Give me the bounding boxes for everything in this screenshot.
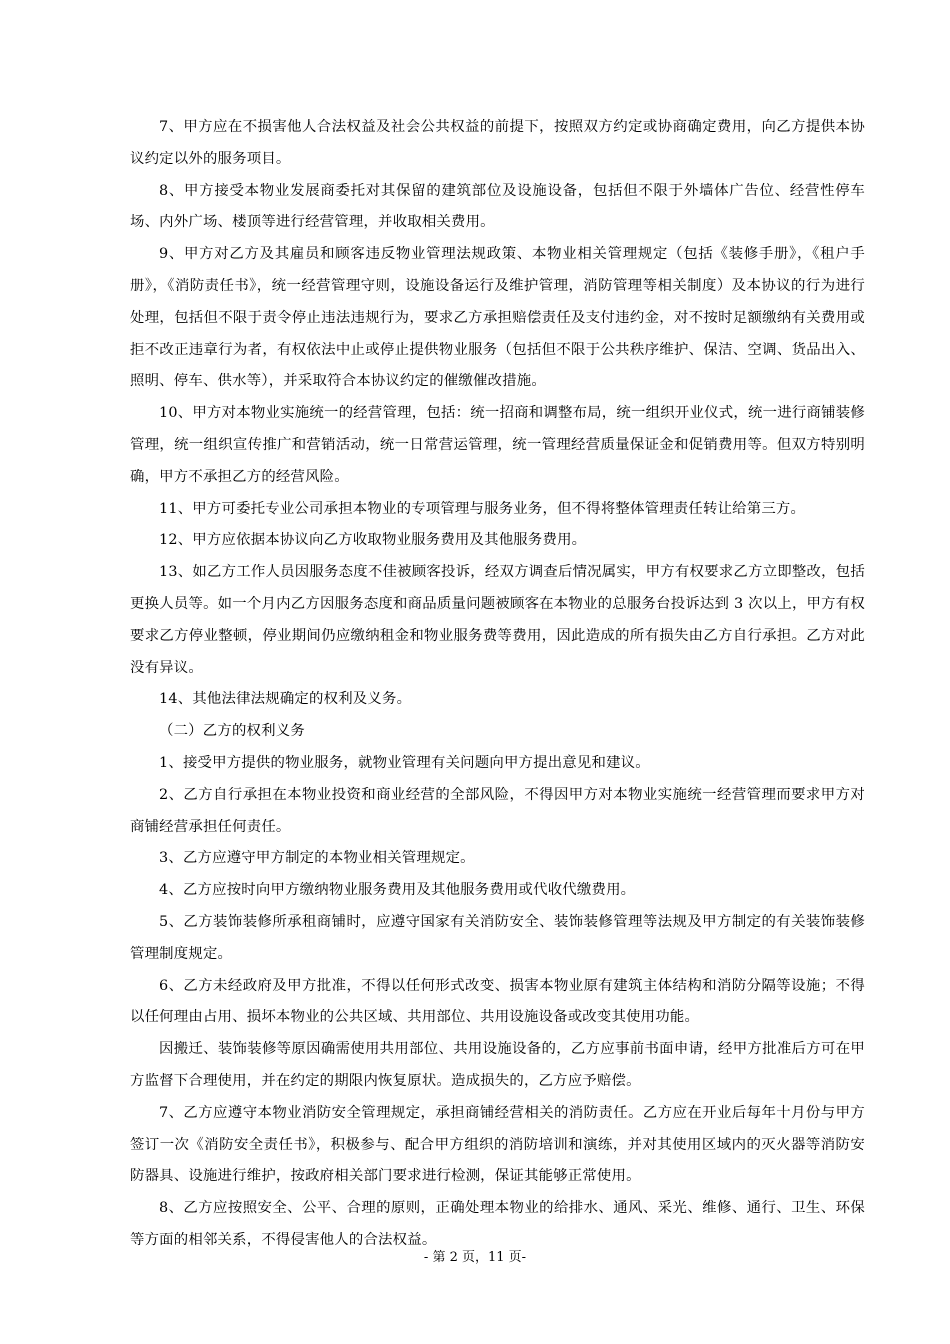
paragraph-b-comply-rules: 3、乙方应遵守甲方制定的本物业相关管理规定。	[159, 850, 475, 867]
paragraph-complaints: 13、如乙方工作人员因服务态度不佳被顾客投诉，经双方调查后情况属实，甲方有权要求乙方立即整改，包括更换人员等。如一个月内乙方因服务态度和商品质量问题被顾客在本物业的总服务台投诉达到 3 次以上，甲方有权要求乙方停业整顿，停业期间仍应缴纳租金和物业服务费等费用，因此造成的所有损失由乙方自行承担。乙方对此没有异议。	[130, 564, 865, 676]
page-number: - 第 2 页，11 页-	[423, 1250, 527, 1265]
page-footer	[0, 1248, 950, 1268]
paragraph-other-rights: 14、其他法律法规确定的权利及义务。	[159, 691, 412, 708]
paragraph-outsourcing: 11、甲方可委托专业公司承担本物业的专项管理与服务业务，但不得将整体管理责任转让给第三方。	[159, 500, 806, 517]
paragraph-developer-entrusted-areas: 8、甲方接受本物业发展商委托对其保留的建筑部位及设施设备，包括但不限于外墙体广告位、经营性停车场、内外广场、楼顶等进行经营管理，并收取相关费用。	[130, 182, 865, 231]
paragraph-b-relocation: 因搬迁、装饰装修等原因确需使用共用部位、共用设施设备的，乙方应事前书面申请，经甲方批准后方可在甲方监督下合理使用，并在约定的期限内恢复原状。造成损失的，乙方应予赔偿。	[130, 1041, 865, 1089]
paragraph-b-structure: 6、乙方未经政府及甲方批准，不得以任何形式改变、损害本物业原有建筑主体结构和消防分隔等设施；不得以任何理由占用、损坏本物业的公共区域、共用部位、共用设施设备或改变其使用功能。	[130, 977, 865, 1026]
paragraph-b-pay-fees: 4、乙方应按时向甲方缴纳物业服务费用及其他服务费用或代收代缴费用。	[159, 882, 636, 899]
paragraph-unified-management: 10、甲方对本物业实施统一的经营管理，包括：统一招商和调整布局，统一组织开业仪式，统一进行商铺装修管理，统一组织宣传推广和营销活动，统一日常营运管理，统一管理经营质量保证金和促销费用等。但双方特别明确，甲方不承担乙方的经营风险。	[130, 405, 865, 485]
paragraph-b-suggestions: 1、接受甲方提供的物业服务，就物业管理有关问题向甲方提出意见和建议。	[159, 754, 650, 771]
paragraph-b-fire-safety: 7、乙方应遵守本物业消防安全管理规定，承担商铺经营相关的消防责任。乙方应在开业后每年十月份与甲方签订一次《消防安全责任书》，积极参与、配合甲方组织的消防培训和演练，并对其使用区域内的灭火器等消防安防器具、设施进行维护，按政府相关部门要求进行检测，保证其能够正常使用。	[130, 1104, 865, 1185]
document-body	[130, 112, 865, 1257]
paragraph-b-decoration: 5、乙方装饰装修所承租商铺时，应遵守国家有关消防安全、装饰装修管理等法规及甲方制定的有关装饰装修管理制度规定。	[130, 913, 865, 962]
paragraph-tenant-services: 7、甲方应在不损害他人合法权益及社会公共权益的前提下，按照双方约定或协商确定费用，向乙方提供本协议约定以外的服务项目。	[130, 119, 865, 167]
paragraph-b-business-risk: 2、乙方自行承担在本物业投资和商业经营的全部风险，不得因甲方对本物业实施统一经营管理而要求甲方对商铺经营承担任何责任。	[130, 786, 865, 835]
paragraph-b-neighbor-relations: 8、乙方应按照安全、公平、合理的原则，正确处理本物业的给排水、通风、采光、维修、通行、卫生、环保等方面的相邻关系，不得侵害他人的合法权益。	[130, 1200, 865, 1248]
paragraph-fee-collection: 12、甲方应依据本协议向乙方收取物业服务费用及其他服务费用。	[159, 532, 587, 549]
paragraph-violation-handling: 9、甲方对乙方及其雇员和顾客违反物业管理法规政策、本物业相关管理规定（包括《装修手册》，《租户手册》，《消防责任书》，统一经营管理守则，设施设备运行及维护管理，消防管理等相关制度）及本协议的行为进行处理，包括但不限于责令停止违法违规行为，要求乙方承担赔偿责任及支付违约金，对不按时足额缴纳有关费用或拒不改正违章行为者，有权依法中止或停止提供物业服务（包括但不限于公共秩序维护、保洁、空调、货品出入、照明、停车、供水等），并采取符合本协议约定的催缴催改措施。	[130, 246, 865, 390]
section-heading-party-b: （二）乙方的权利义务	[159, 723, 305, 740]
